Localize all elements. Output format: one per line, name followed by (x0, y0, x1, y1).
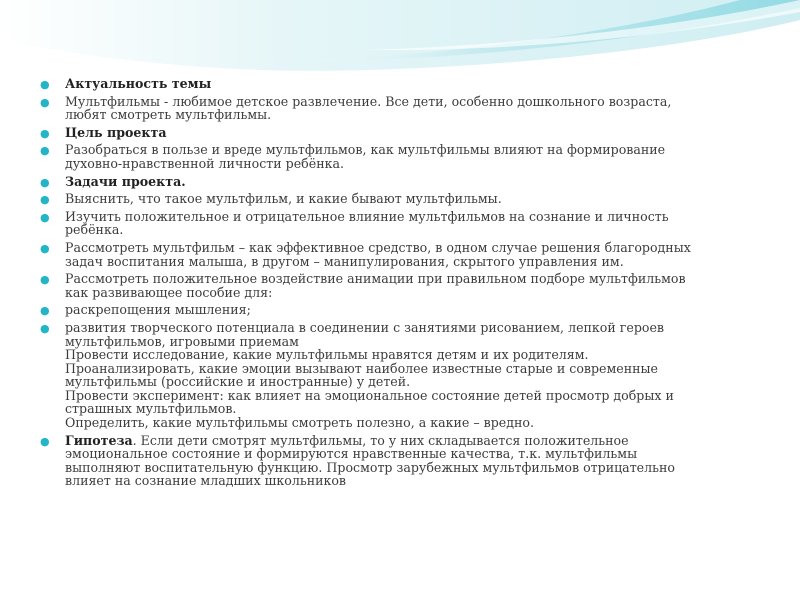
text-line: как развивающее пособие для: (65, 284, 273, 300)
text-line: раскрепощения мышления; (65, 302, 251, 318)
hypothesis-text: . Если дети смотрят мультфильмы, то у них складывается положительное (132, 432, 629, 448)
text-line: Разобраться в пользе и вреде мультфильмов, как мультфильмы влияют на формирование (65, 142, 666, 158)
list-item (38, 272, 778, 299)
list-item (38, 210, 778, 237)
hypothesis-label: Гипотеза (65, 432, 133, 448)
section-heading (38, 126, 778, 140)
text-line: Провести эксперимент: как влияет на эмоциональное состояние детей просмотр добрых и (65, 387, 674, 403)
bullet-icon: ● (40, 193, 50, 207)
list-item (38, 192, 778, 206)
text-line: мультфильмов, игровыми приемам (65, 333, 299, 349)
text-line: развития творческого потенциала в соединении с занятиями рисованием, лепкой героев (65, 319, 665, 335)
text-line (65, 434, 778, 448)
text-line: Проанализировать, какие эмоции вызывают наиболее известные старые и современные (65, 360, 659, 376)
text-line: Актуальность темы (65, 76, 212, 91)
text-line: задач воспитания малыша, в другом – манипулирования, скрытого управления им. (65, 253, 624, 269)
section-heading (38, 175, 778, 189)
text-line: мультфильмы (российские и иностранные) у детей. (65, 374, 411, 390)
text-line: эмоциональное состояние и формируются нравственные качества, т.к. мультфильмы (65, 446, 638, 462)
content-list (38, 77, 778, 492)
list-item (38, 321, 778, 430)
text-line: страшных мультфильмов. (65, 401, 237, 417)
bullet-icon: ● (40, 95, 50, 109)
bullet-icon: ● (40, 273, 50, 287)
bullet-icon: ● (40, 144, 50, 158)
text-line: Цель проекта (65, 124, 167, 140)
text-line: Определить, какие мультфильмы смотреть полезно, а какие – вредно. (65, 415, 534, 431)
text-line: Мультфильмы - любимое детское развлечение. Все дети, особенно дошкольного возраста, (65, 93, 672, 109)
text-line: духовно-нравственной личности ребёнка. (65, 155, 344, 171)
bullet-icon: ● (40, 210, 50, 224)
bullet-icon: ● (40, 434, 50, 448)
text-line: Изучить положительное и отрицательное влияние мультфильмов на сознание и личность (65, 208, 669, 224)
list-item (38, 143, 778, 170)
bullet-icon: ● (40, 175, 50, 189)
text-line: Рассмотреть положительное воздействие анимации при правильном подборе мультфильмов (65, 271, 686, 287)
text-line: ребёнка. (65, 222, 124, 238)
bullet-icon: ● (40, 241, 50, 255)
list-item (38, 95, 778, 122)
decorative-wave-band (0, 0, 800, 85)
text-line: любят смотреть мультфильмы. (65, 107, 272, 123)
text-line: Выяснить, что такое мультфильм, и какие бывают мультфильмы. (65, 191, 502, 207)
text-line: Провести исследование, какие мультфильмы нравятся детям и их родителям. (65, 347, 589, 363)
bullet-icon: ● (40, 78, 50, 91)
text-line: выполняют воспитательную функцию. Просмотр зарубежных мультфильмов отрицательно (65, 459, 675, 475)
hypothesis-item (38, 434, 778, 488)
bullet-icon: ● (40, 304, 50, 318)
bullet-icon: ● (40, 321, 50, 335)
text-line: Рассмотреть мультфильм – как эффективное средство, в одном случае решения благородных (65, 239, 691, 255)
bullet-icon: ● (40, 126, 50, 140)
list-item (38, 303, 778, 317)
text-line: Задачи проекта. (65, 173, 186, 189)
text-line: влияет на сознание младших школьников (65, 473, 347, 489)
list-item (38, 241, 778, 268)
section-heading (38, 77, 778, 91)
